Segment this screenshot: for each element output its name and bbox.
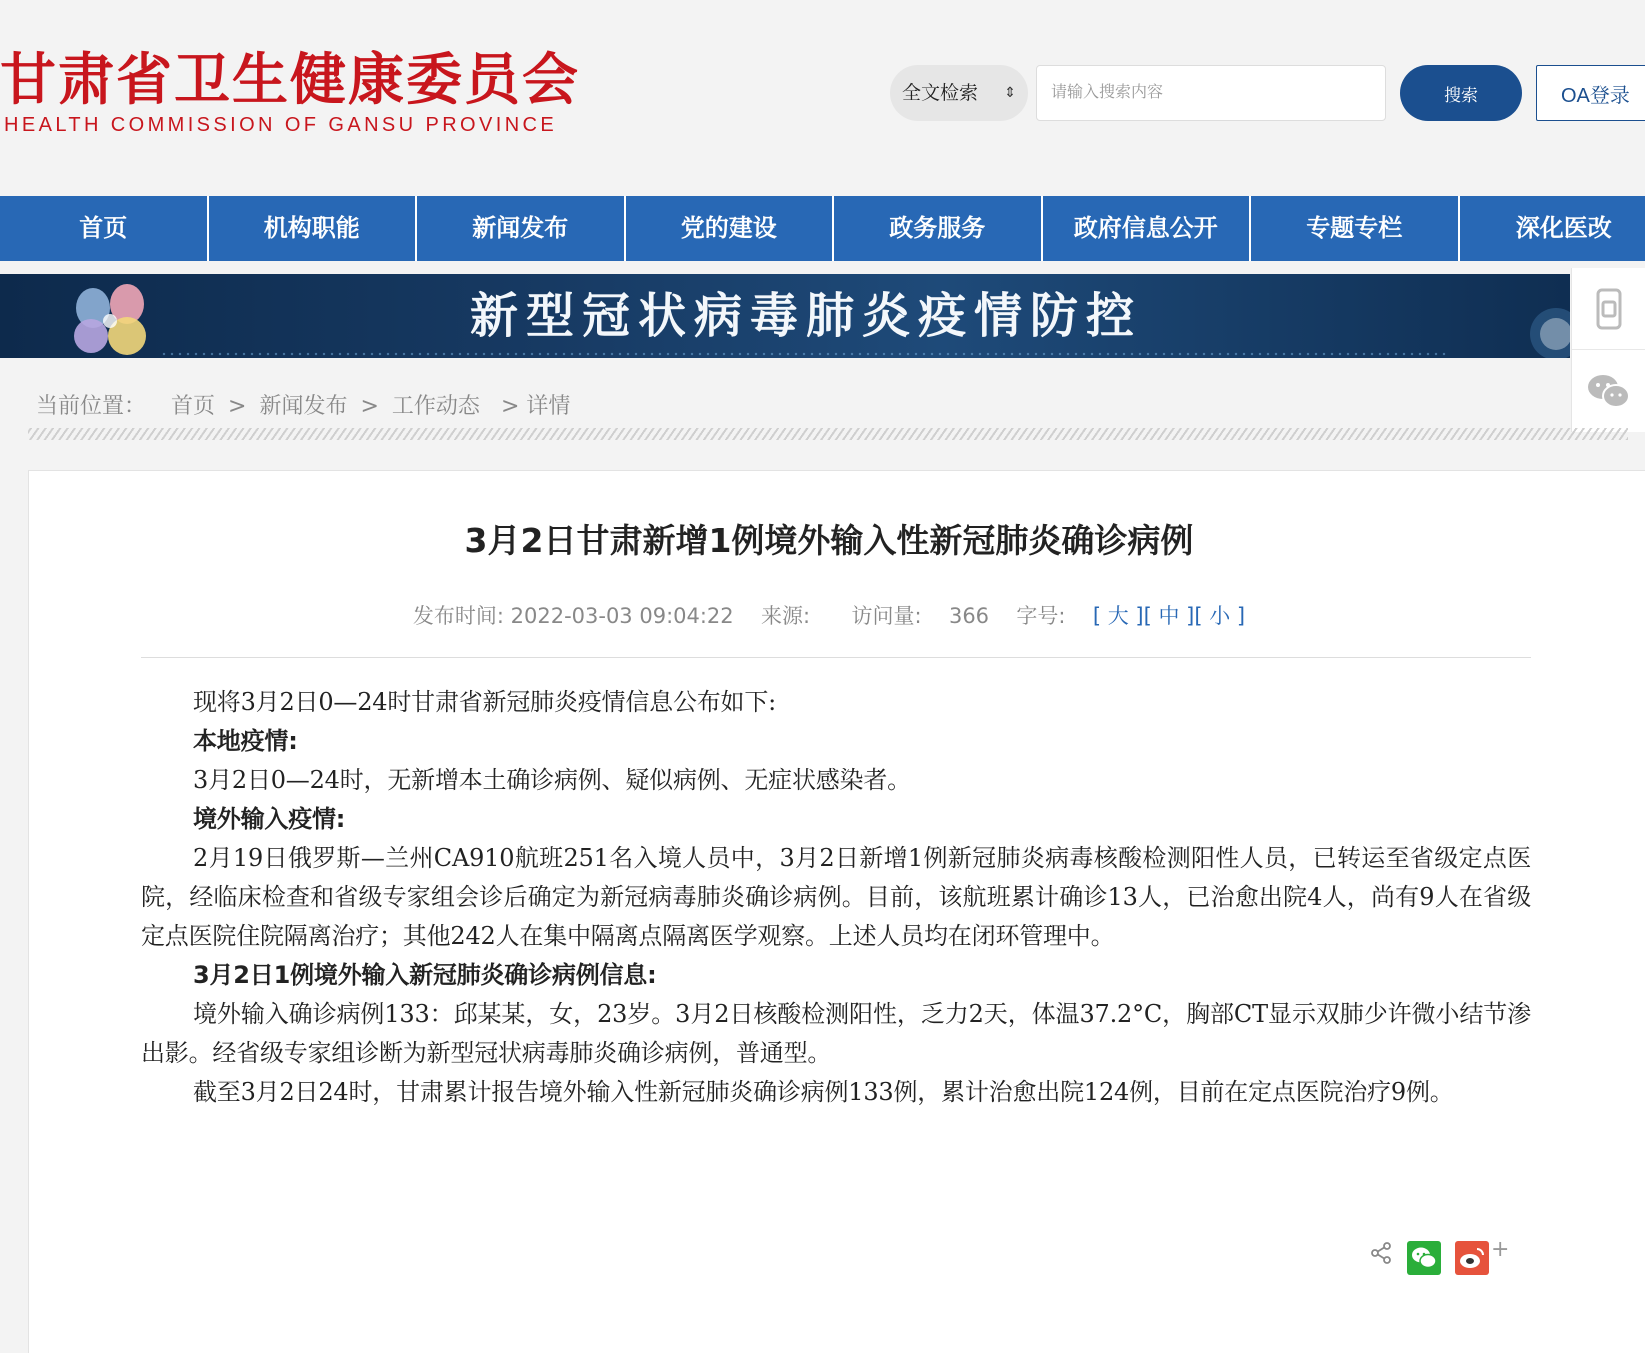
wechat-icon bbox=[1586, 371, 1632, 411]
site-header bbox=[0, 0, 1645, 196]
search-input[interactable] bbox=[1036, 65, 1386, 121]
side-tool-mobile[interactable] bbox=[1572, 268, 1645, 350]
font-size-large[interactable]: 大 bbox=[1107, 604, 1129, 628]
font-size-small[interactable]: 小 bbox=[1209, 604, 1231, 628]
share-icon[interactable] bbox=[1369, 1241, 1393, 1265]
breadcrumb-separator: > bbox=[228, 394, 247, 419]
breadcrumb-separator: > bbox=[360, 394, 379, 419]
nav-item-gov-info[interactable]: 政府信息公开 bbox=[1043, 196, 1252, 261]
search-button[interactable]: 搜索 bbox=[1400, 65, 1522, 121]
side-tool-wechat[interactable] bbox=[1572, 350, 1645, 432]
breadcrumb-work-updates[interactable]: 工作动态 bbox=[391, 394, 480, 419]
breadcrumb-home[interactable]: 首页 bbox=[171, 394, 216, 419]
publish-time-label: 发布时间: bbox=[412, 604, 504, 628]
search-type-select[interactable] bbox=[890, 65, 1028, 121]
banner-dot-pattern bbox=[160, 352, 1450, 356]
side-toolbar bbox=[1571, 268, 1645, 432]
breadcrumb bbox=[36, 393, 570, 421]
article-paragraph: 境外输入确诊病例133：邱某某，女，23岁。3月2日核酸检测阳性，乏力2天，体温37.2°C，胸部CT显示双肺少许微小结节渗出影。经省级专家组诊断为新型冠状病毒肺炎确诊病例，普通型。 bbox=[141, 1000, 1531, 1067]
site-logo-chinese[interactable]: 甘肃省卫生健康委员会 bbox=[0, 47, 580, 113]
article-subheading: 3月2日1例境外输入新冠肺炎确诊病例信息: bbox=[193, 961, 657, 989]
article-subheading: 境外输入疫情: bbox=[193, 805, 346, 833]
oa-login-button[interactable]: OA登录 bbox=[1536, 65, 1645, 121]
breadcrumb-current: 详情 bbox=[526, 394, 571, 419]
main-nav bbox=[0, 196, 1645, 261]
nav-item-home[interactable]: 首页 bbox=[0, 196, 209, 261]
breadcrumb-separator: > bbox=[500, 394, 520, 419]
site-logo-english[interactable]: HEALTH COMMISSION OF GANSU PROVINCE bbox=[4, 114, 558, 136]
article-subheading: 本地疫情: bbox=[193, 727, 298, 755]
article-body bbox=[141, 683, 1531, 1112]
nav-item-services[interactable]: 政务服务 bbox=[834, 196, 1043, 261]
virus-icon bbox=[1510, 284, 1570, 358]
mobile-phone-icon bbox=[1594, 288, 1624, 330]
search-type-label: 全文检索 bbox=[902, 82, 979, 104]
nav-item-topics[interactable]: 专题专栏 bbox=[1251, 196, 1460, 261]
article-paragraph: 现将3月2日0—24时甘肃省新冠肺炎疫情信息公布如下: bbox=[193, 688, 777, 716]
covid-banner[interactable] bbox=[0, 274, 1570, 358]
visits-count: 366 bbox=[948, 604, 990, 628]
breadcrumb-label: 当前位置： bbox=[36, 394, 147, 419]
article-meta: 发布时间: 2022-03-03 09:04:22 来源: 访问量: 366 字号: [ 大 ][ 中 ][ 小 ] bbox=[412, 604, 1246, 628]
meta-divider bbox=[141, 657, 1531, 658]
visits-label: 访问量: bbox=[851, 604, 922, 628]
font-size-label: 字号: bbox=[1016, 604, 1066, 628]
wechat-share-icon[interactable] bbox=[1407, 1241, 1441, 1275]
updown-chevron-icon: ⇕ bbox=[1004, 85, 1016, 101]
article-paragraph: 截至3月2日24时，甘肃累计报告境外输入性新冠肺炎确诊病例133例，累计治愈出院124例，目前在定点医院治疗9例。 bbox=[193, 1078, 1454, 1106]
article-paragraph: 3月2日0—24时，无新增本土确诊病例、疑似病例、无症状感染者。 bbox=[193, 766, 911, 794]
weibo-share-icon[interactable] bbox=[1455, 1241, 1489, 1275]
article-panel bbox=[28, 470, 1645, 1353]
source-label: 来源: bbox=[761, 604, 811, 628]
share-bar bbox=[1369, 1237, 1510, 1275]
nav-item-news[interactable]: 新闻发布 bbox=[417, 196, 626, 261]
banner-title: 新型冠状病毒肺炎疫情防控 bbox=[470, 288, 1143, 344]
hatched-divider bbox=[28, 428, 1628, 440]
font-size-medium[interactable]: 中 bbox=[1158, 604, 1180, 628]
nav-item-reform[interactable]: 深化医改 bbox=[1515, 214, 1612, 242]
nav-item-functions[interactable]: 机构职能 bbox=[209, 196, 418, 261]
publish-time: 2022-03-03 09:04:22 bbox=[510, 604, 734, 628]
clover-emblem-icon bbox=[55, 278, 165, 358]
nav-item-party[interactable]: 党的建设 bbox=[626, 196, 835, 261]
article-title: 3月2日甘肃新增1例境外输入性新冠肺炎确诊病例 bbox=[464, 521, 1194, 560]
breadcrumb-news[interactable]: 新闻发布 bbox=[259, 394, 348, 419]
more-share-button[interactable]: + bbox=[1491, 1237, 1510, 1262]
article-paragraph: 2月19日俄罗斯—兰州CA910航班251名入境人员中，3月2日新增1例新冠肺炎病毒核酸检测阳性人员，已转运至省级定点医院，经临床检查和省级专家组会诊后确定为新冠病毒肺炎确诊病例。目前，该航班累计确诊13人，已治愈出院4人，尚有9人在省级定点医院住院隔离治疗；其他242人在集中隔离点隔离医学观察。上述人员均在闭环管理中。 bbox=[141, 844, 1531, 950]
